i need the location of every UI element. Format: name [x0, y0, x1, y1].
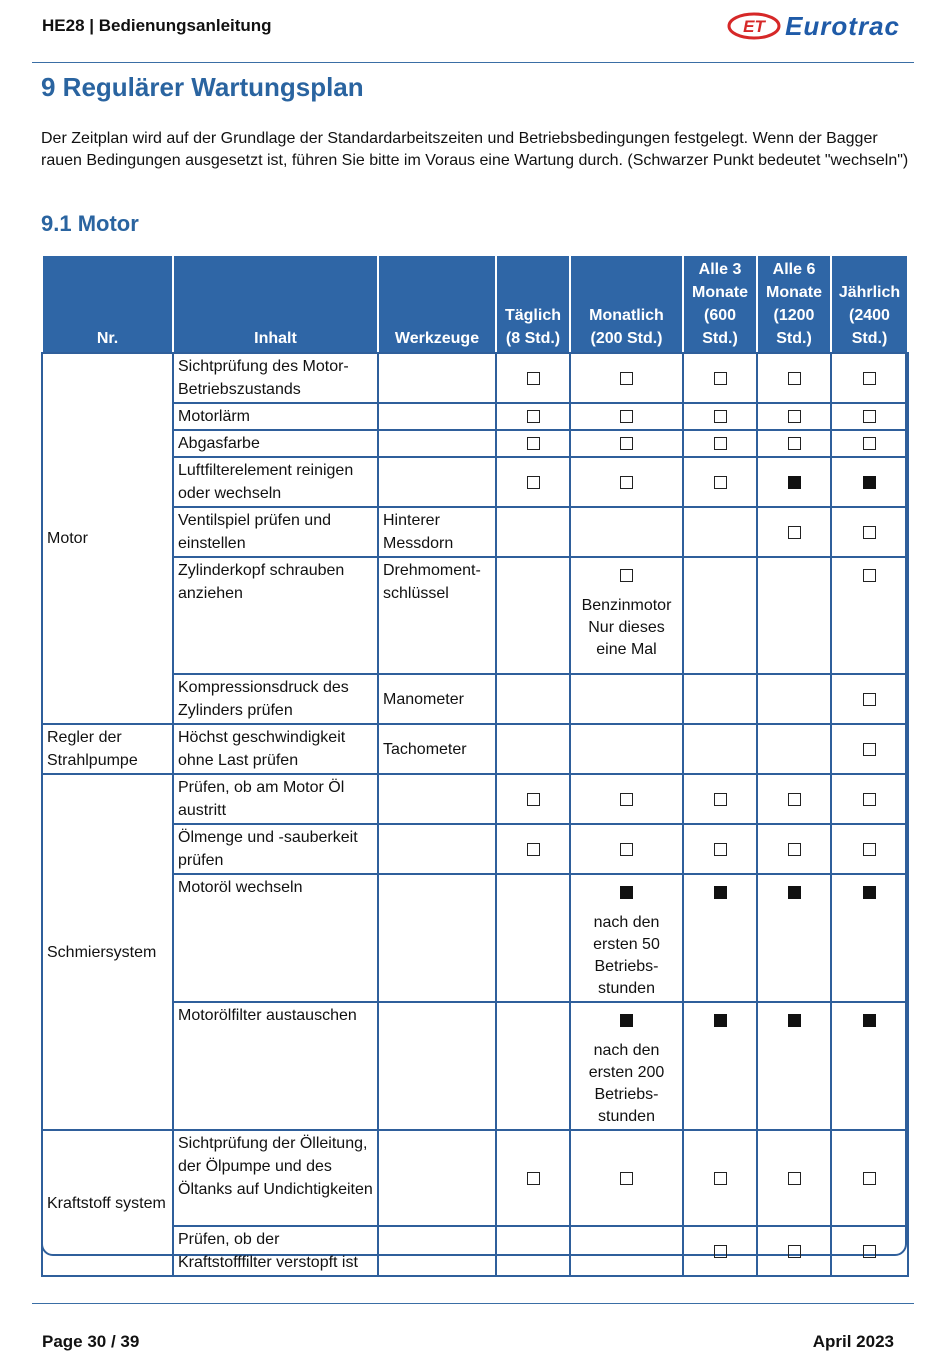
- interval-cell: [570, 774, 683, 824]
- interval-cell: [570, 824, 683, 874]
- change-marker-icon: [620, 886, 633, 899]
- interval-cell: [757, 774, 831, 824]
- interval-cell: [496, 1002, 570, 1130]
- check-box-icon: [714, 843, 727, 856]
- group-cell: Kraftstoff system: [42, 1130, 173, 1276]
- check-box-icon: [527, 843, 540, 856]
- interval-cell: [831, 557, 908, 674]
- intro-paragraph: Der Zeitplan wird auf der Grundlage der Standardarbeitszeiten und Betriebsbedingungen festgelegt. Wenn der Bagger rauen Bedingungen ausgesetzt ist, führen Sie bitte im Voraus eine Wartung durch. (Schwarzer Punkt bedeutet "wechseln"): [41, 130, 909, 169]
- interval-cell: [757, 557, 831, 674]
- interval-cell: [757, 674, 831, 724]
- interval-cell: [496, 457, 570, 507]
- interval-cell: [757, 1226, 831, 1276]
- interval-cell: [683, 403, 757, 430]
- change-marker-icon: [714, 1014, 727, 1027]
- interval-cell: [496, 507, 570, 557]
- interval-cell: [831, 1226, 908, 1276]
- check-box-icon: [788, 526, 801, 539]
- check-box-icon: [788, 1172, 801, 1185]
- col-header: Monatlich (200 Std.): [570, 255, 683, 353]
- check-box-icon: [620, 476, 633, 489]
- werkzeug-cell: [378, 353, 496, 403]
- inhalt-cell: Ventilspiel prüfen und einstellen: [173, 507, 378, 557]
- interval-cell: [496, 674, 570, 724]
- col-header: Alle 6 Monate (1200 Std.): [757, 255, 831, 353]
- inhalt-cell: Kompressionsdruck des Zylinders prüfen: [173, 674, 378, 724]
- check-box-icon: [863, 526, 876, 539]
- check-box-icon: [714, 476, 727, 489]
- change-marker-icon: [788, 886, 801, 899]
- interval-cell: [683, 557, 757, 674]
- werkzeug-cell: Drehmoment-schlüssel: [378, 557, 496, 674]
- interval-cell: [757, 1130, 831, 1226]
- check-box-icon: [714, 410, 727, 423]
- interval-cell: [570, 430, 683, 457]
- werkzeug-cell: [378, 457, 496, 507]
- interval-cell: [831, 1130, 908, 1226]
- table-row: [42, 724, 908, 774]
- interval-cell: [683, 824, 757, 874]
- page-footer: [42, 1332, 894, 1352]
- inhalt-cell: Sichtprüfung des Motor-Betriebszustands: [173, 353, 378, 403]
- interval-cell: [757, 1002, 831, 1130]
- interval-cell: [831, 674, 908, 724]
- col-header: Nr.: [42, 255, 173, 353]
- issue-date: April 2023: [812, 1332, 894, 1351]
- group-cell: Schmiersystem: [42, 774, 173, 1130]
- interval-cell: [496, 874, 570, 1002]
- group-cell: Regler der Strahlpumpe: [42, 724, 173, 774]
- check-box-icon: [527, 793, 540, 806]
- document-title: HE28 | Bedienungsanleitung: [42, 16, 272, 35]
- change-marker-icon: [788, 1014, 801, 1027]
- eurotrac-logo: [727, 8, 900, 44]
- werkzeug-cell: [378, 774, 496, 824]
- change-marker-icon: [714, 886, 727, 899]
- change-marker-icon: [863, 476, 876, 489]
- interval-cell: [683, 1002, 757, 1130]
- interval-cell: [570, 353, 683, 403]
- inhalt-cell: Sichtprüfung der Ölleitung, der Ölpumpe und des Öltanks auf Undichtigkeiten: [173, 1130, 378, 1226]
- check-box-icon: [863, 693, 876, 706]
- check-box-icon: [527, 1172, 540, 1185]
- inhalt-cell: Zylinderkopf schrauben anziehen: [173, 557, 378, 674]
- logo-mark-text: ET: [743, 17, 765, 36]
- interval-cell: [683, 724, 757, 774]
- check-box-icon: [620, 437, 633, 450]
- interval-cell: [831, 507, 908, 557]
- check-box-icon: [863, 743, 876, 756]
- interval-cell: [496, 1130, 570, 1226]
- col-header: Werkzeuge: [378, 255, 496, 353]
- check-box-icon: [788, 1245, 801, 1258]
- table-row: [42, 1130, 908, 1226]
- interval-cell: [496, 724, 570, 774]
- check-box-icon: [527, 372, 540, 385]
- inhalt-cell: Abgasfarbe: [173, 430, 378, 457]
- check-box-icon: [714, 793, 727, 806]
- subsection-heading: 9.1 Motor: [41, 211, 139, 236]
- interval-cell: [496, 824, 570, 874]
- check-box-icon: [788, 843, 801, 856]
- inhalt-cell: Motorlärm: [173, 403, 378, 430]
- section-heading: 9 Regulärer Wartungsplan: [41, 72, 364, 102]
- interval-cell: [496, 1226, 570, 1276]
- inhalt-cell: Luftfilterelement reinigen oder wechseln: [173, 457, 378, 507]
- maintenance-table: [41, 254, 907, 1271]
- interval-cell: [757, 430, 831, 457]
- header-divider: [32, 62, 914, 63]
- interval-cell: [570, 1130, 683, 1226]
- werkzeug-cell: [378, 1130, 496, 1226]
- werkzeug-cell: [378, 1002, 496, 1130]
- interval-cell: [757, 874, 831, 1002]
- check-box-icon: [788, 410, 801, 423]
- interval-note: Benzinmotor Nur dieses eine Mal: [581, 597, 672, 658]
- col-header: Jährlich (2400 Std.): [831, 255, 908, 353]
- inhalt-cell: Prüfen, ob der Kraftstofffilter verstopft ist: [173, 1226, 378, 1276]
- check-box-icon: [620, 372, 633, 385]
- col-header: Täglich (8 Std.): [496, 255, 570, 353]
- check-box-icon: [714, 372, 727, 385]
- check-box-icon: [620, 793, 633, 806]
- interval-cell: [683, 353, 757, 403]
- check-box-icon: [527, 410, 540, 423]
- interval-cell: [757, 403, 831, 430]
- werkzeug-cell: Tachometer: [378, 724, 496, 774]
- interval-cell: [496, 557, 570, 674]
- werkzeug-cell: [378, 824, 496, 874]
- interval-cell: [683, 430, 757, 457]
- interval-cell: [683, 874, 757, 1002]
- interval-cell: [570, 1226, 683, 1276]
- check-box-icon: [863, 1245, 876, 1258]
- interval-cell: [683, 457, 757, 507]
- table-row: [42, 353, 908, 403]
- check-box-icon: [788, 437, 801, 450]
- check-box-icon: [788, 793, 801, 806]
- check-box-icon: [620, 1172, 633, 1185]
- page-header: [42, 10, 900, 48]
- interval-cell: [757, 457, 831, 507]
- logo-mark-icon: [727, 12, 781, 40]
- change-marker-icon: [863, 886, 876, 899]
- werkzeug-cell: [378, 1226, 496, 1276]
- group-cell: Motor: [42, 353, 173, 724]
- inhalt-cell: Motorölfilter austauschen: [173, 1002, 378, 1130]
- check-box-icon: [863, 1172, 876, 1185]
- interval-note: nach den ersten 50 Betriebs-stunden: [593, 914, 660, 997]
- interval-cell: [496, 430, 570, 457]
- interval-cell: [757, 353, 831, 403]
- inhalt-cell: Motoröl wechseln: [173, 874, 378, 1002]
- interval-cell: [570, 457, 683, 507]
- interval-cell: [831, 874, 908, 1002]
- check-box-icon: [620, 410, 633, 423]
- interval-cell: [831, 430, 908, 457]
- check-box-icon: [620, 843, 633, 856]
- change-marker-icon: [620, 1014, 633, 1027]
- interval-cell: [683, 774, 757, 824]
- interval-cell: [831, 824, 908, 874]
- interval-cell: [570, 403, 683, 430]
- check-box-icon: [863, 410, 876, 423]
- werkzeug-cell: [378, 874, 496, 1002]
- footer-divider: [32, 1303, 914, 1304]
- inhalt-cell: Prüfen, ob am Motor Öl austritt: [173, 774, 378, 824]
- inhalt-cell: Höchst geschwindigkeit ohne Last prüfen: [173, 724, 378, 774]
- interval-cell: [831, 774, 908, 824]
- check-box-icon: [788, 372, 801, 385]
- interval-cell: [757, 724, 831, 774]
- check-box-icon: [714, 437, 727, 450]
- col-header: Alle 3 Monate (600 Std.): [683, 255, 757, 353]
- interval-cell: [831, 353, 908, 403]
- check-box-icon: [863, 843, 876, 856]
- check-box-icon: [863, 372, 876, 385]
- change-marker-icon: [788, 476, 801, 489]
- interval-cell: [683, 1130, 757, 1226]
- interval-cell: [831, 724, 908, 774]
- check-box-icon: [527, 437, 540, 450]
- interval-cell: [683, 1226, 757, 1276]
- change-marker-icon: [863, 1014, 876, 1027]
- interval-note: nach den ersten 200 Betriebs-stunden: [588, 1042, 665, 1125]
- table-row: [42, 774, 908, 824]
- werkzeug-cell: [378, 430, 496, 457]
- interval-cell: [757, 824, 831, 874]
- werkzeug-cell: Manometer: [378, 674, 496, 724]
- col-header: Inhalt: [173, 255, 378, 353]
- interval-cell: [570, 557, 683, 674]
- check-box-icon: [714, 1172, 727, 1185]
- check-box-icon: [714, 1245, 727, 1258]
- interval-cell: [570, 724, 683, 774]
- interval-cell: [831, 403, 908, 430]
- werkzeug-cell: Hinterer Messdorn: [378, 507, 496, 557]
- interval-cell: [683, 507, 757, 557]
- interval-cell: [683, 674, 757, 724]
- interval-cell: [496, 353, 570, 403]
- werkzeug-cell: [378, 403, 496, 430]
- interval-cell: [757, 507, 831, 557]
- check-box-icon: [863, 569, 876, 582]
- logo-text: Eurotrac: [785, 10, 900, 41]
- check-box-icon: [863, 793, 876, 806]
- check-box-icon: [620, 569, 633, 582]
- interval-cell: [570, 1002, 683, 1130]
- interval-cell: [570, 874, 683, 1002]
- check-box-icon: [527, 476, 540, 489]
- interval-cell: [831, 457, 908, 507]
- interval-cell: [570, 507, 683, 557]
- interval-cell: [496, 403, 570, 430]
- interval-cell: [570, 674, 683, 724]
- table-header-row: [42, 255, 908, 353]
- check-box-icon: [863, 437, 876, 450]
- interval-cell: [496, 774, 570, 824]
- page-number: Page 30 / 39: [42, 1332, 140, 1351]
- inhalt-cell: Ölmenge und -sauberkeit prüfen: [173, 824, 378, 874]
- interval-cell: [831, 1002, 908, 1130]
